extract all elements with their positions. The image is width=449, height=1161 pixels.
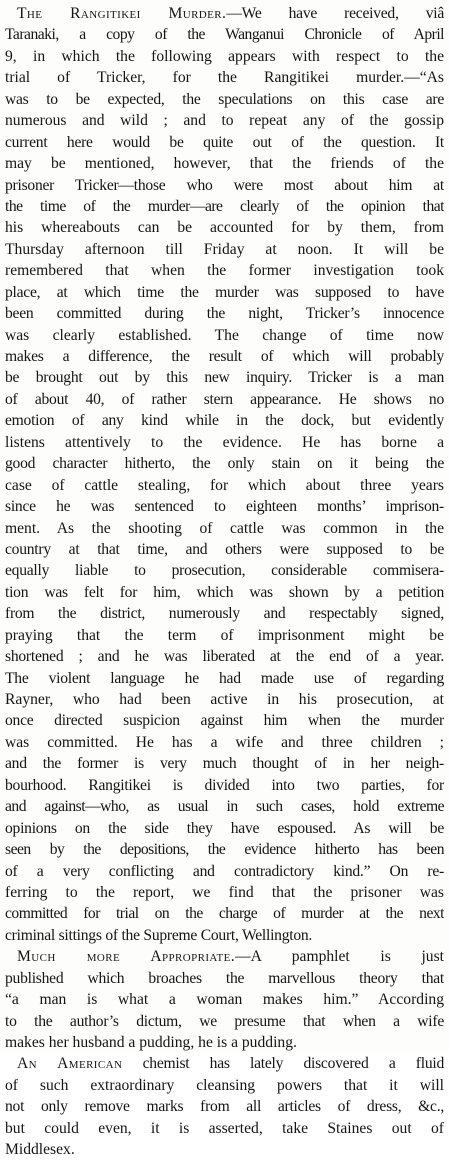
article-american-chemist xyxy=(5,1053,444,1160)
text-line: been committed during the night, Tricker’s innocence xyxy=(5,305,444,323)
text-line: tion was felt for him, which was shown by a petition xyxy=(5,583,444,601)
text-line: shortened ; and he was liberated at the end of a year. xyxy=(5,648,444,666)
text-line: his whereabouts can be accounted for by them, from xyxy=(5,219,444,237)
text-line: ferring to the report, we find that the prisoner was xyxy=(5,883,444,901)
text-line: and the former is very much thought of in her neigh- xyxy=(5,755,444,773)
text-line: Rayner, who had been active in his prosecution, at xyxy=(5,691,444,708)
text-line: from the district, numerously and respectably signed, xyxy=(5,605,444,623)
text-line: makes her husband a pudding, he is a pudding. xyxy=(5,1034,297,1051)
text-line: was committed. He has a wife and three children ; xyxy=(5,733,444,751)
text-line: makes a difference, the result of which will probably xyxy=(5,348,444,365)
article-heading: An American xyxy=(17,1055,123,1073)
text-line: The Rangitikei Murder.—We have received, viâ xyxy=(17,5,444,22)
text-line: ment. As the shooting of cattle was common in the xyxy=(5,519,444,537)
text-line: be brought out by this new inquiry. Tricker is a man xyxy=(5,369,444,387)
article-heading: Much more Appropriate. xyxy=(17,948,236,966)
text-line: Thursday afternoon till Friday at noon. It will be xyxy=(5,240,444,258)
text-line: current here would be quite out of the question. It xyxy=(5,133,444,151)
text-line: published which broaches the marvellous theory that xyxy=(5,969,444,987)
text-line: and against—who, as usual in such cases, hold extreme xyxy=(5,798,444,816)
text-line: place, at which time the murder was supposed to have xyxy=(5,283,444,301)
text-line: Middlesex. xyxy=(5,1141,75,1159)
text-line: may be mentioned, however, that the friends of the xyxy=(5,155,444,173)
text-line: country at that time, and others were supposed to be xyxy=(5,540,444,558)
text-line: of such extraordinary cleansing powers that it will xyxy=(5,1076,444,1094)
text-line: criminal sittings of the Supreme Court, Wellington. xyxy=(5,926,313,944)
text-line: of a very conflicting and contradictory kind.” On re- xyxy=(5,862,444,880)
text-line: numerous and wild ; and to repeat any of the gossip xyxy=(5,112,444,130)
text-line: Much more Appropriate.—A pamphlet is just xyxy=(17,948,444,966)
text-line: 9, in which the following appears with respect to the xyxy=(5,47,444,65)
text-line: but could even, it is asserted, take Staines out of xyxy=(5,1119,444,1137)
text-line: good character hitherto, the only stain on it being the xyxy=(5,455,444,473)
text-line: remembered that when the former investigation took xyxy=(5,262,444,280)
text-line: committed for trial on the charge of murder at the next xyxy=(5,905,444,923)
article-heading: The Rangitikei Murder. xyxy=(17,5,227,22)
text-line: of about 40, of rather stern appearance. He shows no xyxy=(5,390,444,408)
text-line: emotion of any kind while in the dock, but evidently xyxy=(5,412,444,430)
text-line: An American chemist has lately discovered a fluid xyxy=(17,1055,444,1073)
text-line: trial of Tricker, for the Rangitikei murder.—“As xyxy=(5,69,444,87)
text-line: not only remove marks from all articles of dress, &c., xyxy=(5,1098,444,1116)
text-line: case of cattle stealing, for which about three years xyxy=(5,476,444,494)
text-line: was clearly established. The change of time now xyxy=(5,326,444,344)
text-line: was to be expected, the speculations on this case are xyxy=(5,90,444,108)
text-line: the time of the murder—are clearly of the opinion that xyxy=(5,197,444,215)
text-line: prisoner Tricker—those who were most about him at xyxy=(5,176,444,194)
text-line: equally liable to prosecution, considerable commisera- xyxy=(5,562,444,580)
text-line: listens attentively to the evidence. He has borne a xyxy=(5,433,444,451)
text-line: once directed suspicion against him when the murder xyxy=(5,712,444,730)
article-much-more-appropriate xyxy=(5,946,444,1053)
text-line: “a man is what a woman makes him.” According xyxy=(5,991,444,1009)
text-line: Taranaki, a copy of the Wanganui Chronicle of April xyxy=(5,26,444,44)
text-line: The violent language he had made use of regarding xyxy=(5,669,444,687)
text-line: bourhood. Rangitikei is divided into two parties, for xyxy=(5,776,444,794)
text-line: to the author’s dictum, we presume that when a wife xyxy=(5,1012,444,1030)
text-line: since he was sentenced to eighteen months’ imprison- xyxy=(5,498,444,516)
article-rangitikei-murder xyxy=(5,3,444,946)
text-line: praying that the term of imprisonment might be xyxy=(5,626,444,644)
text-line: seen by the depositions, the evidence hitherto has been xyxy=(5,841,444,859)
text-line: opinions on the side they have espoused. As will be xyxy=(5,819,444,837)
